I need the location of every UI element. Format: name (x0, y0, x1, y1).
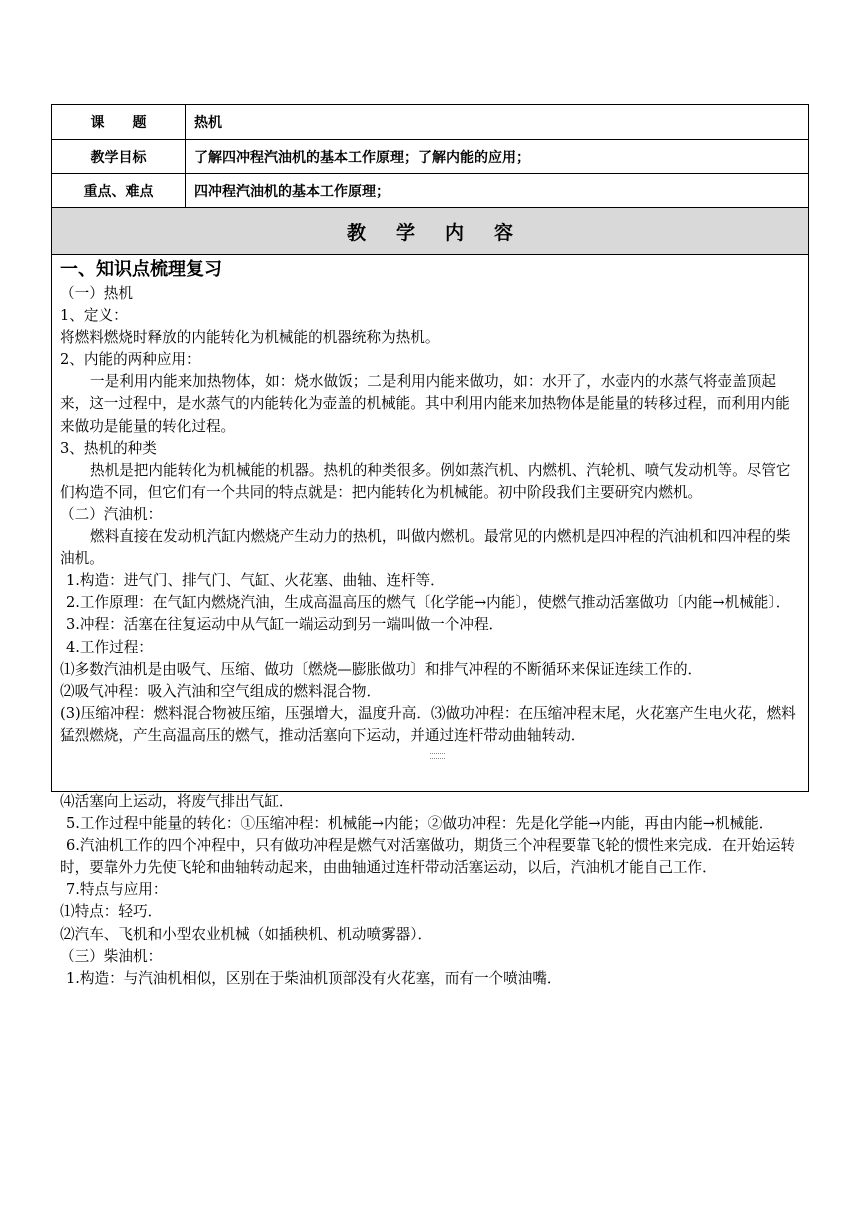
kinds-text: 热机是把内能转化为机械能的机器。热机的种类很多。例如蒸汽机、内燃机、汽轮机、喷气发动机等。尽管它们构造不同，但它们有一个共同的特点就是：把内能转化为机械能。初中阶段我们主要研究内燃机。 (60, 461, 791, 501)
subsection-heat-engine: （一）热机 (60, 285, 133, 302)
diesel-structure: 1.构造：与汽油机相似，区别在于柴油机顶部没有火花塞，而有一个喷油嘴． (66, 969, 562, 987)
content-banner: 教学内容 (51, 208, 809, 255)
feature-light: ⑴特点：轻巧． (60, 903, 163, 921)
point-features: 7.特点与应用： (66, 881, 168, 899)
point-stroke: 3.冲程：活塞在往复运动中从气缸一端运动到另一端叫做一个冲程． (66, 616, 504, 634)
process-compression-power: (3)压缩冲程：燃料混合物被压缩，压强增大，温度升高．⑶做功冲程：在压缩冲程末尾，火花塞产生电火花，燃料猛烈燃烧，产生高温高压的燃气，推动活塞向下运动，并通过连杆带动曲轴转动． (60, 704, 796, 744)
point-four-strokes: 6.汽油机工作的四个冲程中，只有做功冲程是燃气对活塞做功，期货三个冲程要靠飞轮的惯性来完成．在开始运转时，要靠外力先使飞轮和曲轴转动起来，由曲轴通过连杆带动活塞运动，以后，汽油机才能自己工作． (60, 837, 796, 877)
process-cycle: ⑴多数汽油机是由吸气、压缩、做功〔燃烧—膨胀做功〕和排气冲程的不断循环来保证连续工作的． (60, 660, 703, 678)
lesson-plan (51, 104, 809, 987)
goal-value: 了解四冲程汽油机的基本工作原理；了解内能的应用； (186, 140, 809, 174)
key-points-value: 四冲程汽油机的基本工作原理； (186, 174, 809, 208)
topic-value: 热机 (186, 105, 809, 140)
key-points-label: 重点、难点 (52, 174, 186, 208)
header-table (51, 104, 809, 208)
definition-text: 将燃料燃烧时释放的内能转化为机械能的机器统称为热机。 (60, 329, 440, 347)
topic-label: 课 题 (52, 105, 186, 140)
point-principle: 2.工作原理：在气缸内燃烧汽油，生成高温高压的燃气〔化学能→内能〕，使燃气推动活塞做功〔内能→机械能〕． (66, 594, 791, 612)
row-key-points (52, 174, 809, 208)
point-energy: 5.工作过程中能量的转化：①压缩冲程：机械能→内能；②做功冲程：先是化学能→内能，再由内能→机械能． (66, 815, 774, 833)
kinds-title: 3、热机的种类 (60, 439, 157, 457)
goal-label: 教学目标 (52, 140, 186, 174)
process-exhaust: ⑷活塞向上运动，将废气排出气缸． (60, 792, 294, 810)
content-body (51, 255, 809, 987)
engine-text: 燃料直接在发动机汽缸内燃烧产生动力的热机，叫做内燃机。最常见的内燃机是四冲程的汽油机和四冲程的柴油机。 (60, 528, 791, 568)
section-heading: 一、知识点梳理复习 (60, 259, 222, 280)
row-goal (52, 140, 809, 174)
image-mark (430, 753, 445, 759)
subsection-gasoline-engine: （二）汽油机： (60, 505, 163, 523)
process-intake: ⑵吸气冲程：吸入汽油和空气组成的燃料混合物． (60, 682, 382, 700)
point-process: 4.工作过程： (66, 638, 153, 656)
row-topic (52, 105, 809, 140)
definition-title: 1、定义： (60, 307, 128, 325)
uses-text: 一是利用内能来加热物体，如：烧水做饭；二是利用内能来做功，如：水开了，水壶内的水蒸气将壶盖顶起来，这一过程中，是水蒸气的内能转化为壶盖的机械能。其中利用内能来加热物体是能量的转移过程，而利用内能来做功是能量的转化过程。 (60, 373, 790, 435)
uses-title: 2、内能的两种应用： (60, 351, 201, 369)
point-structure: 1.构造：进气门、排气门、气缸、火花塞、曲轴、连杆等． (66, 572, 445, 590)
feature-uses: ⑵汽车、飞机和小型农业机械（如插秧机、机动喷雾器）． (60, 925, 433, 943)
subsection-diesel-engine: （三）柴油机： (60, 947, 163, 965)
image-placeholder (60, 747, 802, 791)
